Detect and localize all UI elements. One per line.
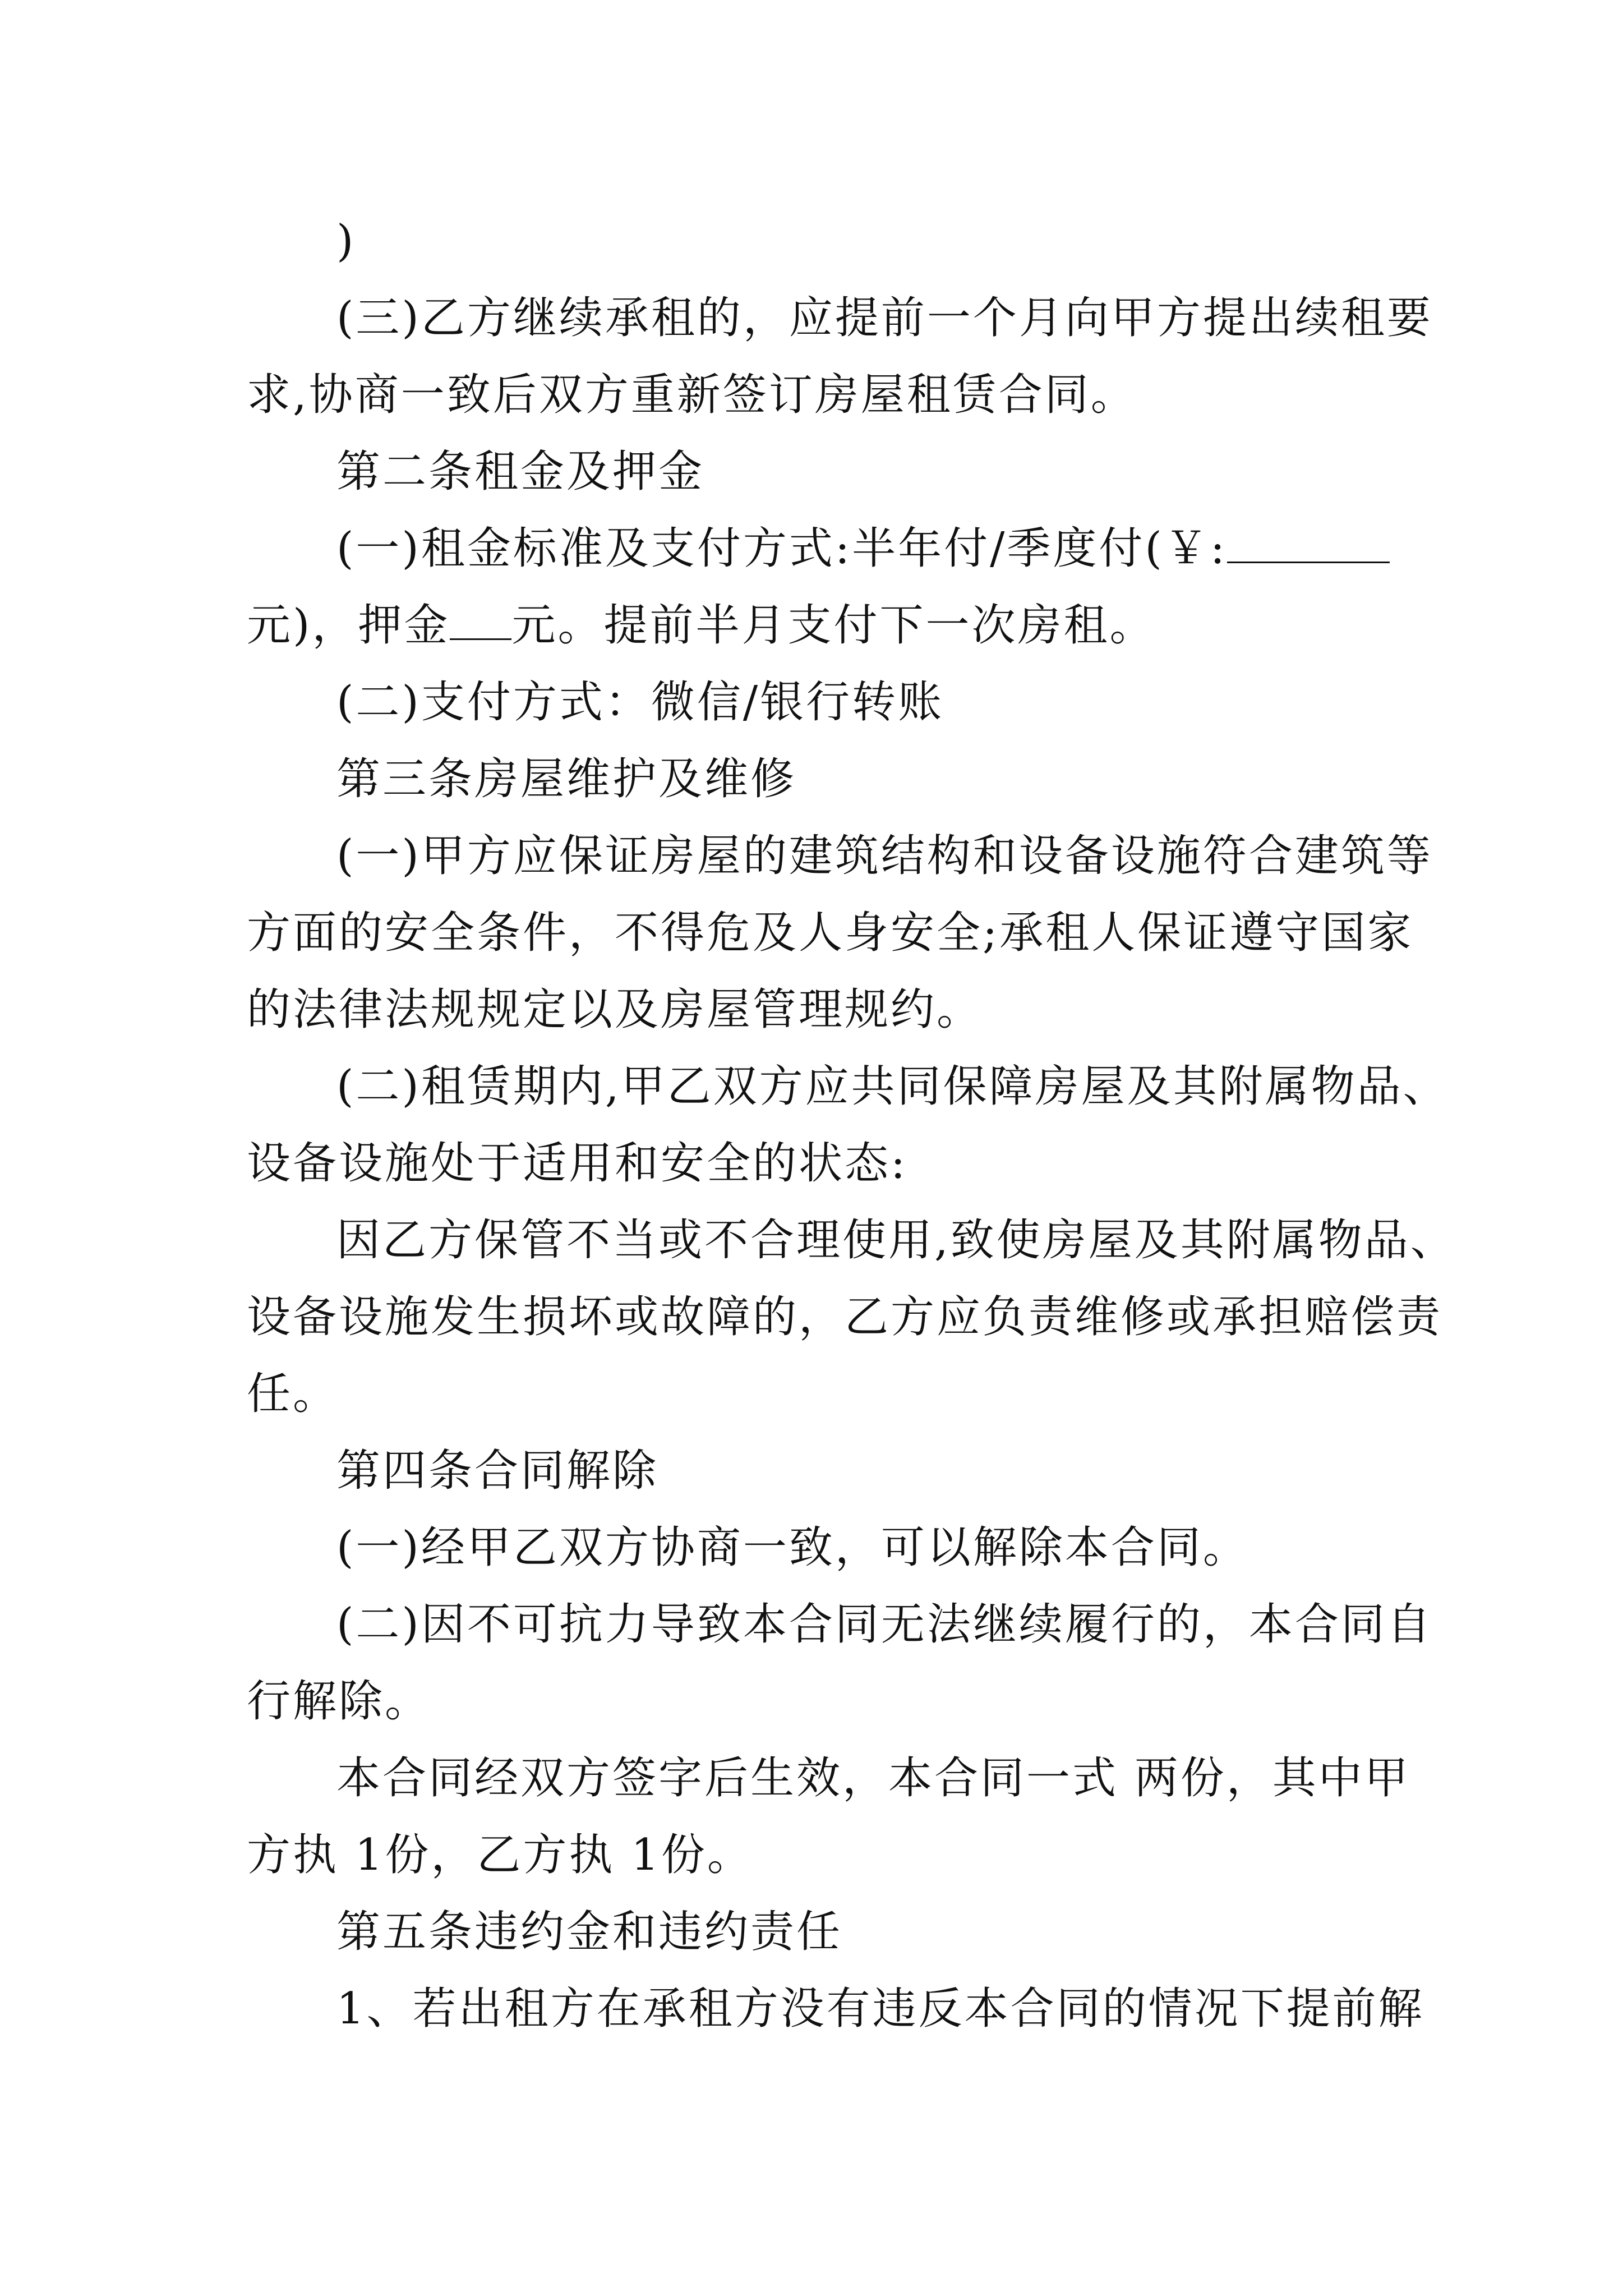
paragraph-line: 任。 xyxy=(247,1369,339,1419)
paragraph-line: (二)租赁期内,甲乙双方应共同保障房屋及其附属物品、 xyxy=(336,1061,1449,1112)
paragraph-line: (一)经甲乙双方协商一致，可以解除本合同。 xyxy=(336,1522,1249,1573)
rent-amount-blank xyxy=(1227,522,1390,563)
paragraph-line: 方执 1份，乙方执 1份。 xyxy=(247,1830,753,1880)
paragraph-line: 因乙方保管不当或不合理使用,致使房屋及其附属物品、 xyxy=(336,1215,1456,1266)
deposit-amount-blank xyxy=(450,599,511,640)
section-heading: 第四条合同解除 xyxy=(336,1446,659,1496)
section-heading: 第二条租金及押金 xyxy=(336,447,705,497)
deposit-label: 元)，押金 xyxy=(247,600,450,651)
payment-timing-text: 元。提前半月支付下一次房租。 xyxy=(511,600,1156,651)
rent-standard-text: (一)租金标准及支付方式:半年付/季度付(￥: xyxy=(336,523,1228,574)
paragraph-line: 的法律法规规定以及房屋管理规约。 xyxy=(247,984,983,1035)
paragraph-line: (一)甲方应保证房屋的建筑结构和设备设施符合建筑等 xyxy=(336,831,1433,881)
paragraph-line: 方面的安全条件，不得危及人身安全;承租人保证遵守国家 xyxy=(247,908,1414,958)
paragraph-line: 求,协商一致后双方重新签订房屋租赁合同。 xyxy=(247,370,1137,420)
section-heading: 第五条违约金和违约责任 xyxy=(336,1907,843,1957)
paragraph-line: 设备设施处于适用和安全的状态: xyxy=(247,1138,908,1189)
paragraph-line: 本合同经双方签字后生效，本合同一式 两份，其中甲 xyxy=(336,1753,1410,1803)
paragraph-line: 1、若出租方在承租方没有违反本合同的情况下提前解 xyxy=(336,1984,1424,2034)
paragraph-line xyxy=(336,521,1380,577)
paragraph-line: ) xyxy=(336,216,356,266)
paragraph-line: (二)支付方式：微信/银行转账 xyxy=(336,677,944,728)
section-heading: 第三条房屋维护及维修 xyxy=(336,754,797,804)
paragraph-line: (三)乙方继续承租的，应提前一个月向甲方提出续租要 xyxy=(336,293,1433,343)
paragraph-line: 行解除。 xyxy=(247,1676,431,1727)
paragraph-line: (二)因不可抗力导致本合同无法继续履行的，本合同自 xyxy=(336,1599,1433,1650)
paragraph-line xyxy=(247,597,1380,654)
paragraph-line: 设备设施发生损坏或故障的，乙方应负责维修或承担赔偿责 xyxy=(247,1292,1443,1342)
